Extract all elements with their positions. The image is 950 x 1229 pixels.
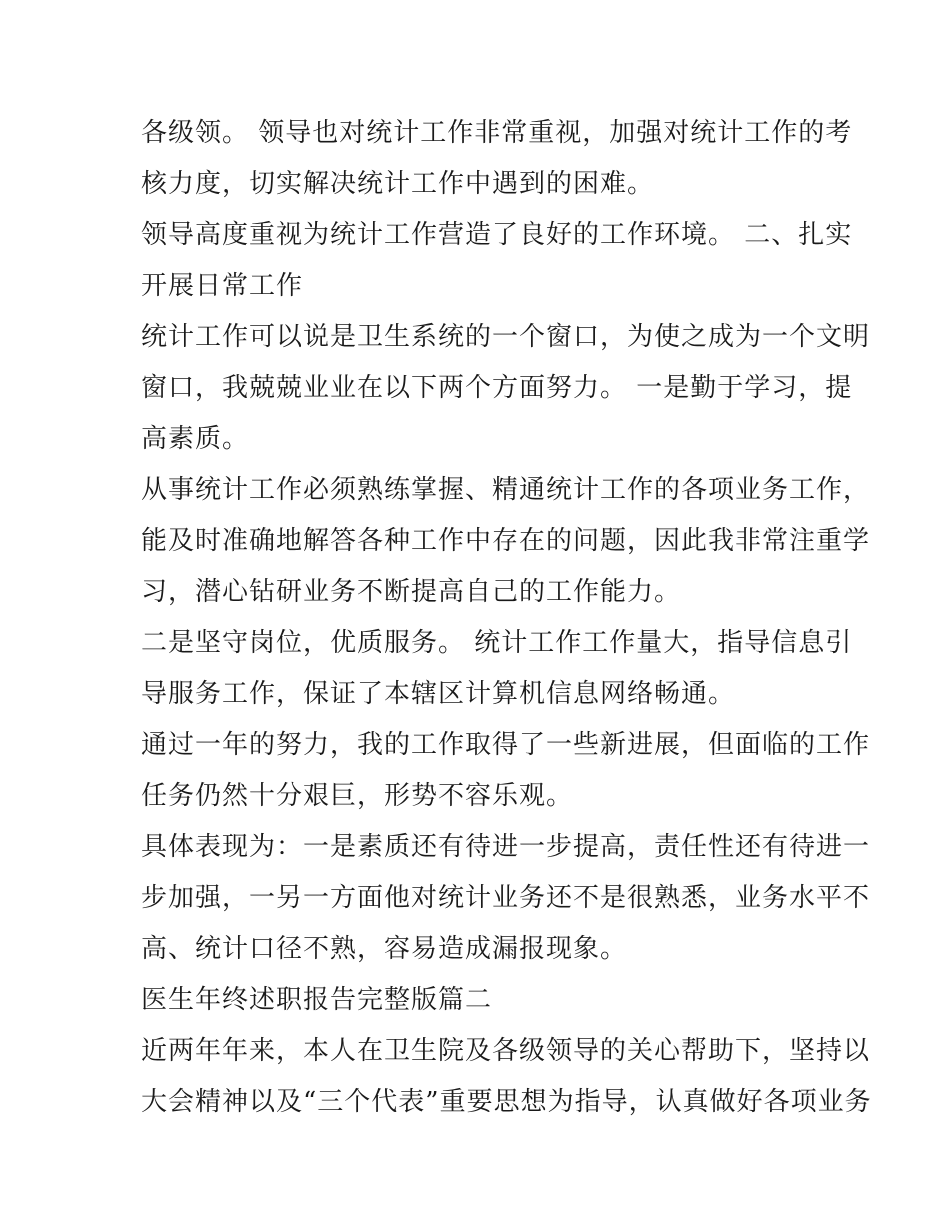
text-line: 高素质。 xyxy=(141,424,250,454)
text-line: 领导高度重视为统计工作营造了良好的工作环境。 二、扎实 xyxy=(141,220,853,250)
section-heading: 医生年终述职报告完整版篇二 xyxy=(141,985,493,1015)
text-line: 近两年年来，本人在卫生院及各级领导的关心帮助下，坚持以 xyxy=(141,1036,871,1066)
text-line: 从事统计工作必须熟练掌握、精通统计工作的各项业务工作， xyxy=(141,475,871,505)
document-body xyxy=(141,108,872,1128)
text-line: 步加强，一另一方面他对统计业务还不是很熟悉，业务水平不 xyxy=(141,883,871,913)
text-line: 开展日常工作 xyxy=(141,271,304,301)
text-line: 能及时准确地解答各种工作中存在的问题，因此我非常注重学 xyxy=(141,526,871,556)
text-line: 二是坚守岗位，优质服务。 统计工作工作量大，指导信息引 xyxy=(141,628,853,658)
text-line: 大会精神以及“三个代表”重要思想为指导，认真做好各项业务 xyxy=(141,1087,872,1117)
text-line: 任务仍然十分艰巨，形势不容乐观。 xyxy=(141,781,574,811)
text-line: 核力度，切实解决统计工作中遇到的困难。 xyxy=(141,169,655,199)
text-line: 高、统计口径不熟，容易造成漏报现象。 xyxy=(141,934,628,964)
text-line: 习，潜心钻研业务不断提高自己的工作能力。 xyxy=(141,577,682,607)
text-line: 通过一年的努力，我的工作取得了一些新进展，但面临的工作 xyxy=(141,730,871,760)
text-line: 具体表现为：一是素质还有待进一步提高，责任性还有待进一 xyxy=(141,832,871,862)
text-line: 窗口，我兢兢业业在以下两个方面努力。 一是勤于学习，提 xyxy=(141,373,853,403)
text-line: 导服务工作，保证了本辖区计算机信息网络畅通。 xyxy=(141,679,736,709)
text-line: 各级领。 领导也对统计工作非常重视，加强对统计工作的考 xyxy=(141,118,853,148)
text-line: 统计工作可以说是卫生系统的一个窗口，为使之成为一个文明 xyxy=(141,322,871,352)
